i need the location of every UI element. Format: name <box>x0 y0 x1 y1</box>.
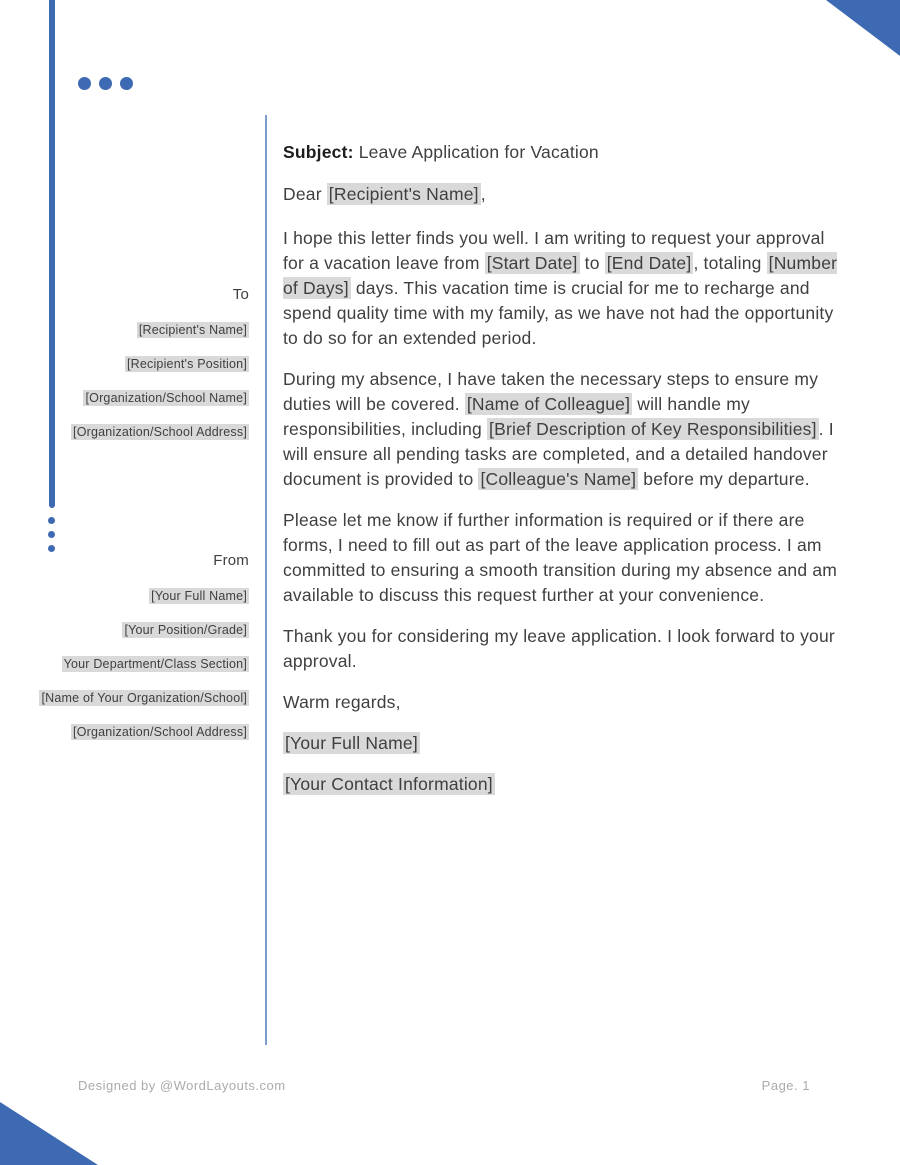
text-segment: Thank you for considering my leave application. I look forward to your approval. <box>283 626 835 671</box>
dot-icon <box>99 77 112 90</box>
text-segment: , <box>480 184 486 204</box>
text-segment: before my departure. <box>638 469 810 489</box>
salutation-line <box>283 182 848 207</box>
text-segment: . I will ensure all pending tasks are completed, and a detailed handover document is provided to <box>283 419 834 489</box>
placeholder-highlight: [Recipient's Name] <box>328 184 479 204</box>
letter-body <box>283 140 848 813</box>
text-segment: During my absence, I have taken the necessary steps to ensure my duties will be covered. <box>283 369 819 414</box>
text-segment: to <box>579 253 605 273</box>
to-address-block <box>36 286 249 458</box>
placeholder-highlight: [Start Date] <box>486 253 578 273</box>
text-segment: Please let me know if further information is required or if there are forms, I need to fill out as part of the leave application process. I am committed to ensuring a smooth transition during my absence and am available to discuss this request further at your convenience. <box>283 510 838 605</box>
sender-department-placeholder: Your Department/Class Section] <box>63 657 247 671</box>
subject-text: Leave Application for Vacation <box>353 142 599 162</box>
text-segment: Dear <box>283 184 327 204</box>
sender-position-placeholder: [Your Position/Grade] <box>124 623 247 637</box>
placeholder-highlight: [Number of Days] <box>283 253 838 298</box>
recipient-position-placeholder: [Recipient's Position] <box>126 357 247 371</box>
closing-line: Warm regards, <box>283 692 401 712</box>
corner-triangle-top-right <box>826 0 900 56</box>
top-dots-ornament <box>78 77 133 90</box>
text-segment: I hope this letter finds you well. I am writing to request your approval for a vacation leave from <box>283 228 825 273</box>
placeholder-highlight: [Brief Description of Key Responsibilities] <box>489 419 817 439</box>
dot-icon <box>48 531 55 538</box>
paragraph-availability <box>283 508 848 608</box>
page-number: Page. 1 <box>761 1078 810 1093</box>
content-divider-line <box>265 115 267 1045</box>
dot-icon <box>48 545 55 552</box>
placeholder-highlight: [End Date] <box>606 253 692 273</box>
from-label: From <box>213 552 249 569</box>
paragraph-request <box>283 226 848 351</box>
placeholder-highlight: [Colleague's Name] <box>480 469 637 489</box>
subject-line <box>283 140 848 165</box>
paragraph-coverage <box>283 367 848 492</box>
subject-label: Subject: <box>283 142 354 162</box>
placeholder-highlight: [Name of Colleague] <box>466 394 631 414</box>
text-segment: will handle my responsibilities, including <box>283 394 750 439</box>
text-segment: days. This vacation time is crucial for me to recharge and spend quality time with my family, as we have not had the opportunity to do so for an extended period. <box>283 278 834 348</box>
from-address-block <box>36 552 249 758</box>
text-segment: , totaling <box>693 253 767 273</box>
dot-icon <box>120 77 133 90</box>
dot-icon <box>78 77 91 90</box>
designed-by-credit: Designed by @WordLayouts.com <box>78 1078 286 1093</box>
side-dots-ornament <box>48 517 55 552</box>
sender-name-placeholder: [Your Full Name] <box>151 589 247 603</box>
sender-organization-placeholder: [Name of Your Organization/School] <box>41 691 247 705</box>
dot-icon <box>48 517 55 524</box>
sender-organization-address-placeholder: [Organization/School Address] <box>73 725 247 739</box>
signature-name-placeholder: [Your Full Name] <box>285 733 418 753</box>
organization-address-placeholder: [Organization/School Address] <box>73 425 247 439</box>
organization-name-placeholder: [Organization/School Name] <box>85 391 247 405</box>
recipient-name-placeholder: [Recipient's Name] <box>138 323 247 337</box>
corner-triangle-bottom-left <box>0 1102 98 1165</box>
to-label: To <box>232 286 249 303</box>
paragraph-thanks <box>283 624 848 674</box>
signature-contact-placeholder: [Your Contact Information] <box>285 774 493 794</box>
